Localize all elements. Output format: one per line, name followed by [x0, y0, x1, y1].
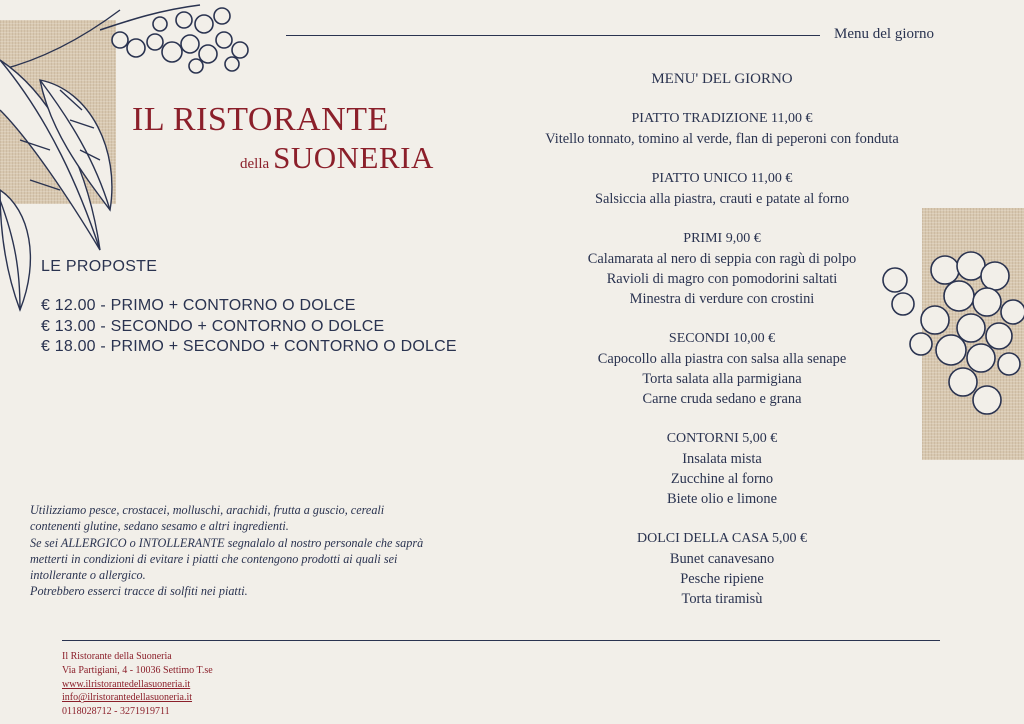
- email-link[interactable]: info@ilristorantedellasuoneria.it: [62, 692, 193, 704]
- footer-name: Il Ristorante della Suoneria: [62, 651, 172, 662]
- menu-item: Torta salata alla parmigiana: [642, 371, 802, 387]
- proposte-title: LE PROPOSTE: [41, 258, 158, 275]
- section-heading: PRIMI 9,00 €: [683, 231, 761, 246]
- section-heading: DOLCI DELLA CASA 5,00 €: [637, 531, 807, 546]
- allergen-line: Utilizziamo pesce, crostacei, molluschi, arachidi, frutta a guscio, cereali: [30, 503, 385, 517]
- footer-rule: [62, 640, 940, 641]
- menu-item: Pesche ripiene: [680, 571, 764, 587]
- proposta-item: € 13.00 - SECONDO + CONTORNO O DOLCE: [41, 317, 385, 335]
- header-rule: [286, 35, 820, 36]
- menu-section-piatto-tradizione: [482, 109, 962, 149]
- footer-address: Via Partigiani, 4 - 10036 Settimo T.se: [62, 664, 213, 676]
- section-heading: PIATTO UNICO 11,00 €: [651, 171, 793, 186]
- proposta-item: € 12.00 - PRIMO + CONTORNO O DOLCE: [41, 297, 356, 314]
- footer-contacts: [62, 650, 213, 719]
- menu-section-contorni: [482, 429, 962, 509]
- allergen-line: contenenti glutine, sedano sesamo e altri ingredienti.: [30, 519, 289, 534]
- menu-section-dolci: [482, 529, 962, 609]
- menu-item: Minestra di verdure con crostini: [629, 291, 815, 307]
- menu-title: MENU' DEL GIORNO: [651, 71, 793, 87]
- allergen-line: Se sei ALLERGICO o INTOLLERANTE segnalalo al nostro personale che saprà: [30, 535, 424, 550]
- logo-suoneria: SUONERIA: [273, 140, 434, 175]
- menu-item: Insalata mista: [682, 451, 762, 467]
- daily-menu: [482, 69, 962, 629]
- allergen-notice: [30, 502, 500, 600]
- menu-item: Bunet canavesano: [669, 551, 775, 567]
- section-heading: PIATTO TRADIZIONE 11,00 €: [631, 111, 813, 126]
- proposte-block: [41, 258, 457, 358]
- website-link[interactable]: www.ilristorantedellasuoneria.it: [62, 678, 191, 690]
- logo-line-2: [240, 140, 434, 176]
- restaurant-logo: [132, 100, 434, 175]
- section-heading: SECONDI 10,00 €: [668, 331, 776, 346]
- allergen-line: Potrebbero esserci tracce di solfiti nei piatti.: [30, 584, 248, 599]
- header-label: Menu del giorno: [834, 26, 934, 42]
- menu-item: Calamarata al nero di seppia con ragù di polpo: [587, 251, 857, 267]
- footer-phones: 0118028712 - 3271919711: [62, 706, 170, 718]
- menu-item: Torta tiramisù: [681, 591, 763, 607]
- allergen-line: metterti in condizioni di evitare i piatti che contengono prodotti ai quali sei: [30, 551, 398, 566]
- berries-top-illustration: [100, 0, 260, 80]
- menu-section-primi: [482, 229, 962, 309]
- logo-line-1: IL RISTORANTE: [132, 101, 389, 138]
- menu-item: Carne cruda sedano e grana: [642, 391, 802, 407]
- menu-item: Biete olio e limone: [667, 491, 777, 507]
- menu-item: Zucchine al forno: [670, 471, 774, 487]
- menu-item: Capocollo alla piastra con salsa alla senape: [597, 351, 847, 367]
- proposta-item: € 18.00 - PRIMO + SECONDO + CONTORNO O DOLCE: [41, 338, 457, 355]
- menu-section-secondi: [482, 329, 962, 409]
- logo-della: della: [240, 156, 270, 172]
- section-heading: CONTORNI 5,00 €: [666, 431, 778, 446]
- menu-item: Vitello tonnato, tomino al verde, flan di peperoni con fonduta: [545, 131, 899, 147]
- allergen-line: intollerante o allergico.: [30, 568, 146, 583]
- menu-item: Salsiccia alla piastra, crauti e patate al forno: [594, 191, 850, 207]
- menu-section-piatto-unico: [482, 169, 962, 209]
- menu-item: Ravioli di magro con pomodorini saltati: [606, 271, 838, 287]
